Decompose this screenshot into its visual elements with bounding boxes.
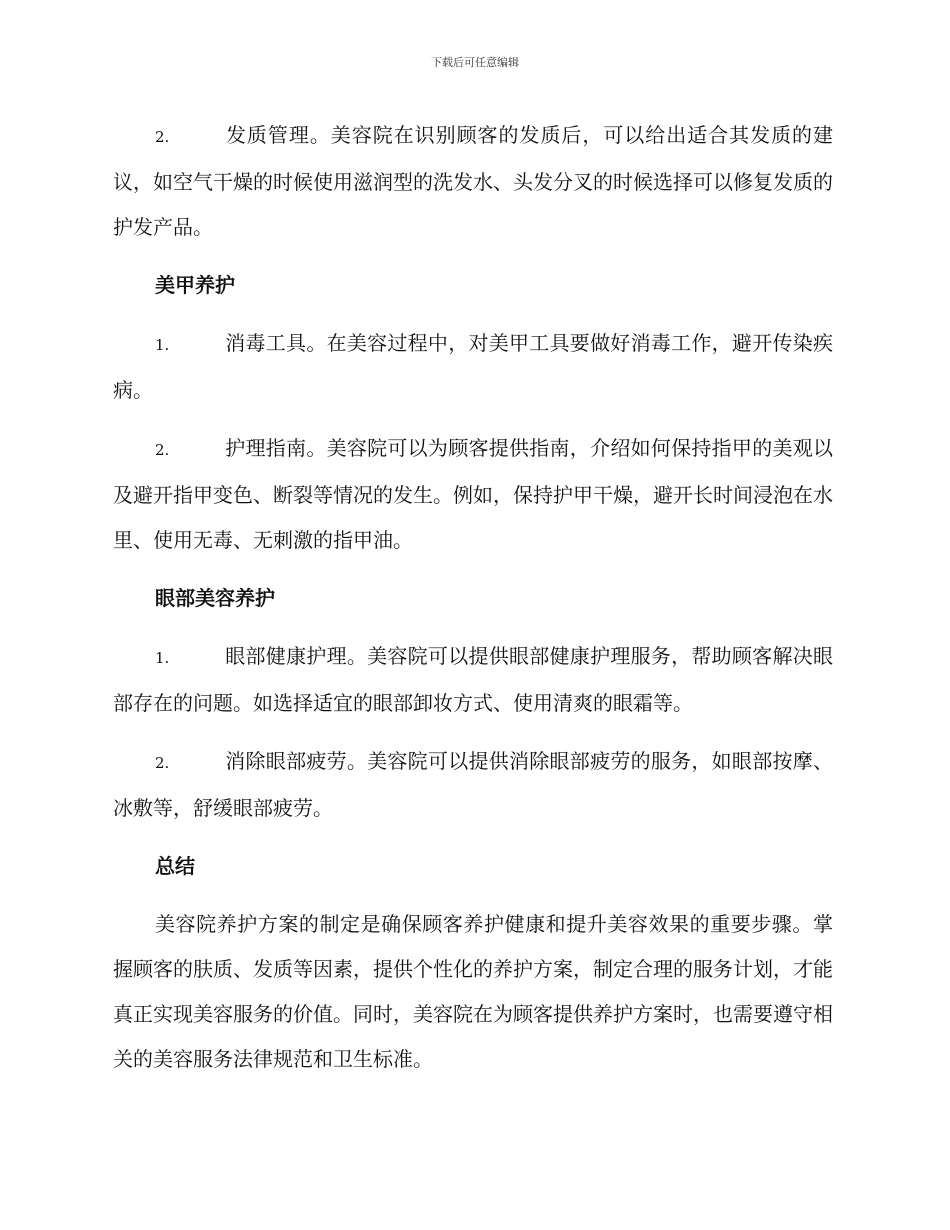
nail-item-2: [113, 426, 833, 563]
nail-item-1: [113, 321, 833, 413]
list-number: 1.: [155, 336, 170, 354]
list-number: 2.: [155, 754, 170, 772]
header-note: 下载后可任意编辑: [431, 56, 519, 69]
list-item-text: 眼部健康护理。美容院可以提供眼部健康护理服务，帮助顾客解决眼部存在的问题。如选择适宜的眼部卸妆方式、使用清爽的眼霜等。: [113, 644, 833, 715]
section-heading-eye: 眼部美容养护: [155, 586, 275, 610]
list-item-text: 消除眼部疲劳。美容院可以提供消除眼部疲劳的服务，如眼部按摩、冰敷等，舒缓眼部疲劳。: [113, 749, 833, 820]
list-number: 2.: [155, 441, 170, 459]
list-number: 1.: [155, 649, 170, 667]
list-item-text: 消毒工具。在美容过程中，对美甲工具要做好消毒工作，避开传染疾病。: [113, 331, 833, 402]
list-item-text: 护理指南。美容院可以为顾客提供指南，介绍如何保持指甲的美观以及避开指甲变色、断裂等情况的发生。例如，保持护甲干燥，避开长时间浸泡在水里、使用无毒、无刺激的指甲油。: [113, 436, 833, 552]
document-body: [113, 113, 833, 1082]
eye-item-2: [113, 739, 833, 831]
list-number: 2.: [155, 128, 170, 146]
eye-item-1: [113, 634, 833, 726]
summary-paragraph: 美容院养护方案的制定是确保顾客养护健康和提升美容效果的重要步骤。掌握顾客的肤质、发质等因素，提供个性化的养护方案，制定合理的服务计划，才能真正实现美容服务的价值。同时，美容院在为顾客提供养护方案时，也需要遵守相关的美容服务法律规范和卫生标准。: [113, 912, 833, 1071]
section-heading-summary: 总结: [155, 854, 195, 878]
hair-item-2: [113, 113, 833, 250]
list-item-text: 发质管理。美容院在识别顾客的发质后，可以给出适合其发质的建议，如空气干燥的时候使用滋润型的洗发水、头发分叉的时候选择可以修复发质的护发产品。: [113, 123, 833, 239]
section-heading-nail: 美甲养护: [155, 273, 235, 297]
